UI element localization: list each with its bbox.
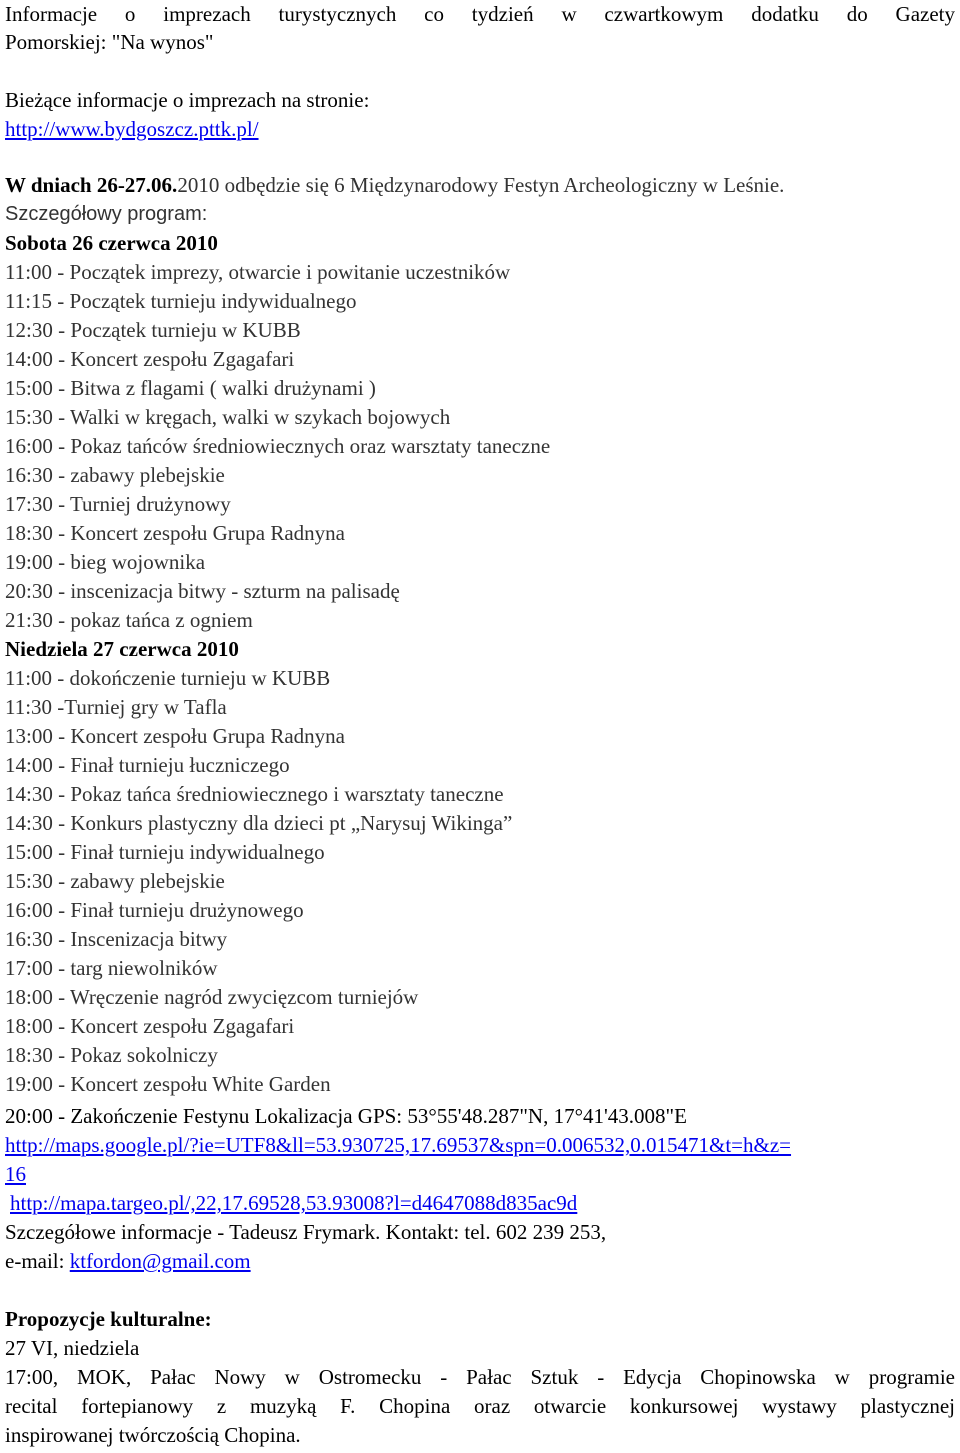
schedule-item: 17:00 - targ niewolników: [5, 956, 218, 980]
culture-line-1: 17:00, MOK, Pałac Nowy w Ostromecku - Pałac Sztuk - Edycja Chopinowska w programie: [5, 1365, 955, 1389]
schedule-item: 15:30 - zabawy plebejskie: [5, 869, 225, 893]
schedule-item: 16:30 - zabawy plebejskie: [5, 463, 225, 487]
schedule-item: 16:00 - Pokaz tańców średniowiecznych oraz warsztaty taneczne: [5, 434, 551, 458]
schedule-item: 19:00 - bieg wojownika: [5, 550, 206, 574]
culture-date: 27 VI, niedziela: [5, 1336, 140, 1360]
culture-line-3: inspirowanej twórczością Chopina.: [5, 1423, 301, 1447]
google-maps-link-continued[interactable]: 16: [5, 1162, 26, 1186]
festival-closing-gps: 20:00 - Zakończenie Festynu Lokalizacja GPS: 53°55'48.287"N, 17°41'43.008"E: [5, 1104, 687, 1128]
email-line: [5, 1247, 251, 1276]
schedule-item: 20:30 - inscenizacja bitwy - szturm na palisadę: [5, 579, 400, 603]
schedule-item: 14:00 - Finał turnieju łuczniczego: [5, 753, 290, 777]
schedule-item: 21:30 - pokaz tańca z ogniem: [5, 608, 253, 632]
culture-line-2: recital fortepianowy z muzyką F. Chopina oraz otwarcie konkursowej wystawy plastycznej: [5, 1394, 955, 1418]
culture-heading: Propozycje kulturalne:: [5, 1307, 212, 1331]
intro-line-1: Informacje o imprezach turystycznych co tydzień w czwartkowym dodatku do Gazety: [5, 2, 955, 26]
google-maps-link[interactable]: http://maps.google.pl/?ie=UTF8&ll=53.930725,17.69537&spn=0.006532,0.015471&t=h&z=: [5, 1133, 792, 1157]
schedule-item: 19:00 - Koncert zespołu White Garden: [5, 1072, 331, 1096]
schedule-item: 11:00 - Początek imprezy, otwarcie i powitanie uczestników: [5, 260, 511, 284]
schedule-item: 15:30 - Walki w kręgach, walki w szykach bojowych: [5, 405, 451, 429]
festival-announcement: [5, 171, 784, 200]
schedule-item: 16:30 - Inscenizacja bitwy: [5, 927, 228, 951]
festival-dates: W dniach 26-27.06.: [5, 173, 178, 197]
targeo-map-link[interactable]: http://mapa.targeo.pl/,22,17.69528,53.93008?l=d4647088d835ac9d: [10, 1191, 578, 1215]
schedule-item: 18:00 - Koncert zespołu Zgagafari: [5, 1014, 295, 1038]
email-label: e-mail:: [5, 1249, 70, 1273]
day1-heading: Sobota 26 czerwca 2010: [5, 231, 218, 255]
day2-heading: Niedziela 27 czerwca 2010: [5, 637, 239, 661]
schedule-item: 11:15 - Początek turnieju indywidualnego: [5, 289, 357, 313]
schedule-item: 15:00 - Finał turnieju indywidualnego: [5, 840, 325, 864]
email-link[interactable]: ktfordon@gmail.com: [69, 1249, 251, 1273]
schedule-item: 14:30 - Pokaz tańca średniowiecznego i warsztaty taneczne: [5, 782, 504, 806]
schedule-item: 17:30 - Turniej drużynowy: [5, 492, 231, 516]
contact-details: Szczegółowe informacje - Tadeusz Frymark. Kontakt: tel. 602 239 253,: [5, 1220, 607, 1244]
pttk-website-link[interactable]: http://www.bydgoszcz.pttk.pl/: [5, 117, 259, 141]
intro-line-2: Pomorskiej: "Na wynos": [5, 30, 214, 54]
schedule-item: 14:00 - Koncert zespołu Zgagafari: [5, 347, 295, 371]
schedule-item: 11:00 - dokończenie turnieju w KUBB: [5, 666, 331, 690]
schedule-item: 15:00 - Bitwa z flagami ( walki drużynami ): [5, 376, 376, 400]
schedule-item: 18:00 - Wręczenie nagród zwycięzcom turniejów: [5, 985, 419, 1009]
schedule-item: 12:30 - Początek turnieju w KUBB: [5, 318, 301, 342]
festival-description: 2010 odbędzie się 6 Międzynarodowy Festyn Archeologiczny w Leśnie.: [177, 173, 785, 197]
schedule-item: 11:30 -Turniej gry w Tafla: [5, 695, 227, 719]
schedule-item: 18:30 - Pokaz sokolniczy: [5, 1043, 218, 1067]
program-label: Szczegółowy program:: [5, 203, 208, 225]
schedule-item: 13:00 - Koncert zespołu Grupa Radnyna: [5, 724, 345, 748]
schedule-item: 14:30 - Konkurs plastyczny dla dzieci pt „Narysuj Wikinga”: [5, 811, 513, 835]
schedule-item: 16:00 - Finał turnieju drużynowego: [5, 898, 304, 922]
current-info-text: Bieżące informacje o imprezach na stronie:: [5, 88, 370, 112]
schedule-item: 18:30 - Koncert zespołu Grupa Radnyna: [5, 521, 345, 545]
